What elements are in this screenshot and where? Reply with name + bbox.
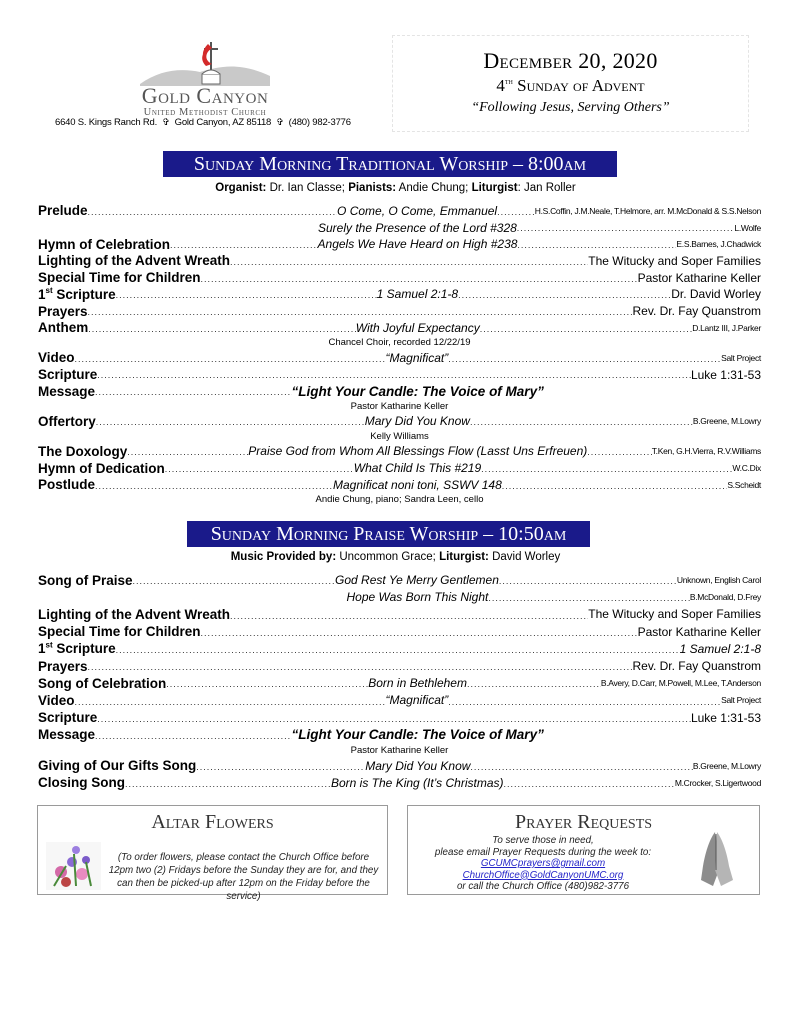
item-title: Born is The King (It’s Christmas): [331, 775, 504, 790]
dot-leader: [499, 576, 677, 586]
dot-leader: [116, 645, 680, 655]
cross-flame-icon: [140, 40, 270, 86]
credit-role: Pianists:: [348, 182, 397, 194]
credit-name: Uncommon Grace;: [336, 551, 440, 563]
item-title: Surely the Presence of the Lord #328: [318, 220, 517, 235]
item-label-text: 1: [38, 286, 46, 302]
item-title: God Rest Ye Merry Gentlemen: [335, 573, 499, 588]
dot-leader: [517, 223, 735, 233]
traditional-credits: [0, 181, 791, 195]
item-title: Born in Bethlehem: [368, 676, 467, 691]
item-attribution: Pastor Katharine Keller: [637, 624, 761, 639]
item-title: Hope Was Born This Night: [346, 590, 489, 605]
performer-note: Pastor Katharine Keller: [350, 400, 449, 412]
item-label-text: 1: [38, 641, 46, 657]
dot-leader: [88, 207, 338, 217]
dot-leader: [133, 576, 336, 586]
worship-item: [38, 444, 761, 461]
advent-week: [393, 76, 748, 96]
item-attribution: E.S.Barnes, J.Chadwick: [676, 239, 761, 250]
item-label-text: Lighting of the Advent Wreath: [38, 606, 230, 622]
item-label: [38, 203, 88, 219]
credit-role: Organist:: [215, 182, 267, 194]
item-attribution: Luke 1:31-53: [690, 367, 761, 382]
credit-role: Music Provided by:: [230, 551, 337, 563]
worship-item: [38, 675, 761, 692]
item-title: “Light Your Candle: The Voice of Mary”: [291, 383, 544, 399]
dot-leader: [88, 662, 633, 672]
item-attribution: B.Greene, M.Lowry: [692, 416, 761, 427]
credit-name: David Worley: [488, 551, 561, 563]
item-label: [38, 287, 116, 303]
item-label-rest: Scripture: [52, 641, 116, 657]
address-street: 6640 S. Kings Ranch Rd.: [55, 117, 158, 128]
item-label: [38, 270, 201, 286]
prayer-requests-text: [408, 835, 678, 893]
item-label-text: Special Time for Children: [38, 270, 201, 286]
address-phone: (480) 982-3776: [288, 117, 351, 128]
worship-item: [38, 692, 761, 709]
item-attribution: D.Lantz III, J.Parker: [692, 322, 761, 333]
worship-item: [38, 220, 761, 237]
item-label: [38, 461, 165, 477]
item-label: [38, 414, 96, 430]
dot-leader: [165, 464, 354, 474]
item-label-text: Scripture: [38, 710, 98, 726]
altar-flowers-title: Altar Flowers: [151, 811, 274, 833]
theme-tagline: “Following Jesus, Serving Others”: [471, 100, 670, 115]
item-label: [38, 384, 95, 400]
praying-hands-icon: [697, 830, 737, 888]
flower-bouquet-icon: [46, 842, 101, 890]
credit-name: Andie Chung;: [396, 182, 472, 194]
performer-note: Pastor Katharine Keller: [350, 744, 449, 756]
praise-worship-banner: Sunday Morning Praise Worship – 10:50am: [187, 521, 590, 547]
item-label: [38, 237, 170, 253]
item-label-text: Anthem: [38, 320, 89, 336]
dot-leader: [201, 628, 638, 638]
worship-item: [38, 270, 761, 287]
item-attribution: Salt Project: [721, 695, 761, 706]
dot-leader: [125, 779, 331, 789]
item-attribution: Dr. David Worley: [671, 287, 761, 302]
item-attribution: B.Greene, M.Lowry: [692, 760, 761, 771]
dot-leader: [488, 593, 690, 603]
praise-credits: [0, 550, 791, 564]
advent-ordinal: th: [504, 76, 513, 87]
item-attribution: Unknown, English Carol: [676, 575, 761, 586]
dot-leader: [166, 679, 368, 689]
dot-leader: [127, 447, 248, 457]
item-attribution: Pastor Katharine Keller: [637, 270, 761, 285]
dot-leader: [230, 257, 588, 267]
prayer-requests-box: [407, 805, 760, 895]
item-attribution: Rev. Dr. Fay Quanstrom: [632, 304, 761, 319]
cross-separator-icon: ✞: [161, 117, 170, 128]
item-label: [38, 253, 230, 269]
item-attribution: Salt Project: [721, 352, 761, 363]
item-label: [38, 624, 201, 640]
item-label-text: Message: [38, 727, 96, 743]
item-label-text: Giving of Our Gifts Song: [38, 758, 197, 774]
item-attribution: S.Scheidt: [727, 479, 761, 490]
traditional-order-of-worship: [38, 203, 761, 507]
prayer-line-2: please email Prayer Requests during the week to:: [434, 846, 652, 858]
worship-item: [38, 287, 761, 304]
performer-note: Chancel Choir, recorded 12/22/19: [328, 337, 471, 349]
dot-leader: [201, 274, 638, 284]
item-label-text: Prayers: [38, 303, 88, 319]
item-title: 1 Samuel 2:1-8: [376, 287, 459, 302]
item-label: [38, 641, 116, 657]
church-name: Gold Canyon: [141, 83, 269, 108]
worship-item: [38, 710, 761, 727]
dot-leader: [97, 714, 691, 724]
dot-leader: [95, 387, 292, 397]
item-label-text: Hymn of Dedication: [38, 460, 165, 476]
praise-order-of-worship: [38, 572, 761, 792]
item-label: [38, 367, 97, 383]
worship-item: [38, 383, 761, 400]
dot-leader: [75, 697, 386, 707]
credit-role: Liturgist: [471, 182, 518, 194]
dot-leader: [448, 354, 721, 364]
ordinal-suffix: st: [45, 640, 53, 650]
item-label-text: Video: [38, 692, 75, 708]
item-attribution: L.Wolfe: [734, 222, 761, 233]
dot-leader: [95, 481, 333, 491]
credit-name: Dr. Ian Classe;: [266, 182, 349, 194]
dot-leader: [448, 697, 721, 707]
item-title: What Child Is This #219: [353, 461, 482, 476]
dot-leader: [517, 240, 676, 250]
item-label: [38, 775, 125, 791]
item-label: [38, 573, 133, 589]
item-title: “Magnificat”: [385, 350, 449, 365]
item-label: [38, 304, 88, 320]
item-attribution: 1 Samuel 2:1-8: [679, 641, 761, 656]
service-date: December 20, 2020: [483, 48, 658, 73]
worship-item: [38, 624, 761, 641]
worship-item: [38, 606, 761, 623]
item-attribution: Rev. Dr. Fay Quanstrom: [632, 659, 761, 674]
item-label-text: Prelude: [38, 203, 88, 219]
item-title: “Magnificat”: [385, 693, 449, 708]
credit-name: : Jan Roller: [517, 182, 576, 194]
worship-item: [38, 350, 761, 367]
dot-leader: [170, 240, 318, 250]
dot-leader: [116, 290, 377, 300]
item-label: [38, 727, 95, 743]
worship-item: [38, 641, 761, 658]
item-label: [38, 710, 97, 726]
item-label-text: Lighting of the Advent Wreath: [38, 253, 230, 269]
item-label: [38, 320, 88, 336]
ordinal-suffix: st: [45, 286, 53, 296]
item-label-text: Closing Song: [38, 775, 125, 791]
prayer-email-link[interactable]: GCUMCprayers@gmail.com: [480, 858, 606, 869]
altar-flowers-text: (To order flowers, please contact the Church Office before 12pm two (2) Fridays before the Sunday they are for, and they can then be picked-up after 12pm on the Friday before the service): [108, 852, 379, 902]
dot-leader: [480, 324, 692, 334]
dot-leader: [230, 611, 588, 621]
dot-leader: [467, 679, 601, 689]
item-label-text: Scripture: [38, 367, 98, 383]
prayer-line-3: or call the Church Office (480)982-3776: [456, 881, 630, 892]
dot-leader: [97, 370, 691, 380]
worship-item: [38, 589, 761, 606]
item-label: [38, 350, 75, 366]
item-attribution: T.Ken, G.H.Vierra, R.V.Williams: [651, 446, 761, 457]
item-label-text: Song of Celebration: [38, 675, 167, 691]
dot-leader: [95, 731, 292, 741]
item-label-text: Hymn of Celebration: [38, 236, 171, 252]
prayer-line-1: To serve those in need,: [492, 835, 594, 846]
item-title: Magnificat noni toni, SSWV 148: [333, 477, 502, 492]
dot-leader: [75, 354, 386, 364]
item-label-text: Message: [38, 383, 96, 399]
item-label-text: Song of Praise: [38, 572, 133, 588]
worship-item: [38, 236, 761, 253]
item-attribution: W.C.Dix: [732, 463, 761, 474]
worship-item: [38, 477, 761, 494]
cross-separator-icon: ✞: [276, 117, 284, 128]
worship-item: [38, 658, 761, 675]
item-label-text: Special Time for Children: [38, 624, 201, 640]
church-office-email-link[interactable]: ChurchOffice@GoldCanyonUMC.org: [462, 869, 624, 881]
worship-item: [38, 775, 761, 792]
worship-item: [38, 572, 761, 589]
worship-item: [38, 253, 761, 270]
dot-leader: [470, 762, 692, 772]
dot-leader: [502, 481, 728, 491]
item-label-text: Prayers: [38, 658, 88, 674]
dot-leader: [96, 417, 365, 427]
dot-leader: [196, 762, 365, 772]
item-attribution: Luke 1:31-53: [690, 710, 761, 725]
dot-leader: [458, 290, 671, 300]
advent-label: Sunday of Advent: [512, 76, 645, 95]
item-attribution: H.S.Coffin, J.M.Neale, T.Helmore, arr. M.McDonald & S.S.Nelson: [534, 205, 761, 216]
worship-item: [38, 203, 761, 220]
item-label: [38, 659, 88, 675]
item-title: Praise God from Whom All Blessings Flow (Lasst Uns Erfreuen): [248, 444, 588, 459]
performer-note: Kelly Williams: [370, 430, 429, 442]
item-title: Mary Did You Know: [364, 414, 470, 429]
church-subtitle: United Methodist Church: [143, 107, 267, 118]
item-attribution: B.Avery, D.Carr, M.Powell, M.Lee, T.Anderson: [600, 678, 761, 689]
dot-leader: [470, 417, 693, 427]
item-label-text: Offertory: [38, 413, 96, 429]
item-title: With Joyful Expectancy: [355, 320, 480, 335]
advent-number: 4: [496, 76, 505, 95]
item-title: Mary Did You Know: [365, 758, 471, 773]
dot-leader: [88, 324, 356, 334]
credit-role: Liturgist:: [439, 551, 489, 563]
worship-item: [38, 320, 761, 337]
performer-note: Andie Chung, piano; Sandra Leen, cello: [315, 494, 484, 506]
item-label: [38, 693, 75, 709]
church-logo: [40, 40, 370, 118]
item-label-rest: Scripture: [52, 286, 116, 302]
item-label: [38, 758, 196, 774]
item-title: O Come, O Come, Emmanuel: [337, 203, 498, 218]
item-label: [38, 444, 127, 460]
item-attribution: The Witucky and Soper Families: [588, 607, 761, 622]
date-box: [392, 35, 749, 132]
item-attribution: B.McDonald, D.Frey: [689, 592, 761, 603]
item-label: [38, 477, 95, 493]
item-attribution: M.Crocker, S.Ligertwood: [674, 777, 761, 788]
item-title: Angels We Have Heard on High #238: [317, 237, 518, 252]
worship-item: [38, 758, 761, 775]
worship-item: [38, 303, 761, 320]
dot-leader: [587, 447, 651, 457]
worship-item: [38, 413, 761, 430]
traditional-worship-banner: Sunday Morning Traditional Worship – 8:00am: [163, 151, 617, 177]
address-city: Gold Canyon, AZ 85118: [174, 117, 272, 128]
item-label: [38, 676, 166, 692]
item-label-text: The Doxology: [38, 443, 128, 459]
item-label-text: Video: [38, 350, 75, 366]
altar-flowers-box: [37, 805, 388, 902]
item-label: [38, 607, 230, 623]
dot-leader: [497, 207, 535, 217]
worship-item: [38, 727, 761, 744]
dot-leader: [88, 307, 633, 317]
item-title: “Light Your Candle: The Voice of Mary”: [291, 727, 544, 743]
worship-item: [38, 460, 761, 477]
prayer-requests-title: Prayer Requests: [514, 811, 653, 833]
worship-item: [38, 367, 761, 384]
dot-leader: [481, 464, 732, 474]
item-label-text: Postlude: [38, 477, 96, 493]
item-attribution: The Witucky and Soper Families: [588, 253, 761, 268]
dot-leader: [504, 779, 675, 789]
church-address: [55, 117, 351, 129]
